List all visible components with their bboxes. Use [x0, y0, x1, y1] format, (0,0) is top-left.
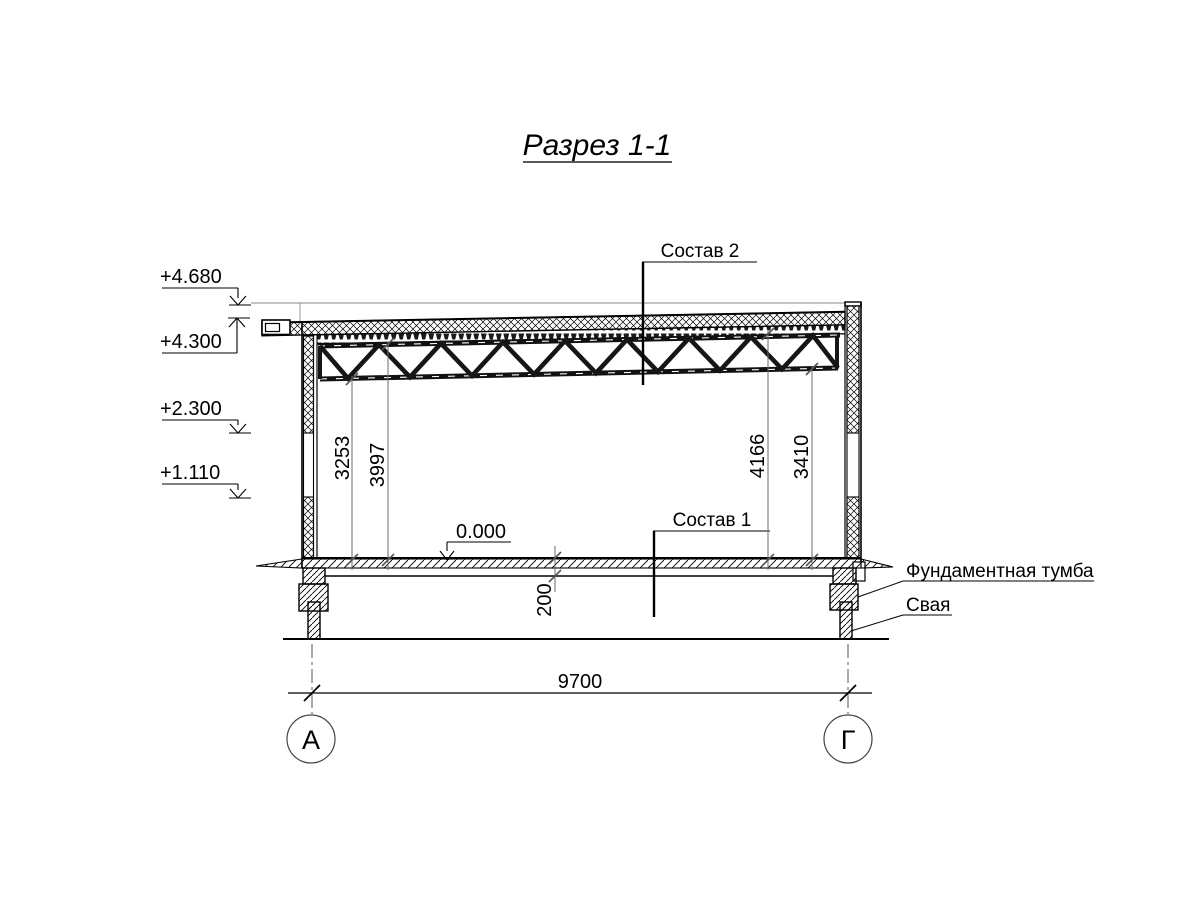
span-dimension — [287, 644, 872, 763]
elevation-floor-zero-value: 0.000 — [456, 521, 507, 543]
left-pile — [308, 602, 320, 639]
right-wall-panel-upper — [847, 306, 859, 433]
right-pile — [840, 602, 852, 639]
dim-right-bottom-chord: 3410 — [791, 434, 813, 480]
elevation-mark-joint-upper — [160, 398, 251, 433]
right-wall-panel-lower — [847, 497, 859, 558]
elevation-marks — [160, 266, 511, 560]
floor-right-apron — [861, 559, 893, 568]
elevation-mark-parapet — [160, 266, 251, 305]
left-wall-panel-upper — [304, 336, 314, 433]
left-wall — [302, 335, 317, 568]
callouts — [642, 241, 1094, 631]
elevation-joint-lower-value: +1.110 — [160, 462, 221, 484]
dim-floor-thickness: 200 — [534, 583, 556, 617]
left-wall-panel-lower — [304, 497, 314, 558]
grid-axis-left-label: А — [301, 725, 321, 755]
right-pedestal-upper — [833, 568, 856, 584]
callout-foundation-pedestal — [858, 561, 1094, 597]
grid-axis-right-label: Г — [840, 725, 856, 755]
elevation-roof-edge-value: +4.300 — [160, 331, 222, 353]
dim-left-deck: 3997 — [367, 442, 389, 488]
drawing-title — [523, 129, 672, 162]
elevation-mark-joint-lower — [160, 462, 251, 498]
eave-gutter-inner — [266, 324, 280, 332]
floor-slab-band — [302, 559, 861, 568]
dim-right-deck: 4166 — [747, 433, 769, 479]
floor-composition-label: Состав 1 — [672, 510, 752, 531]
callout-pile — [851, 595, 952, 631]
elevation-mark-floor-zero — [440, 521, 511, 560]
floor-left-apron — [256, 559, 302, 568]
left-pedestal-upper — [303, 568, 325, 584]
foundations — [283, 568, 889, 639]
pile-label: Свая — [906, 595, 951, 616]
parapet-cap — [845, 302, 861, 306]
foundation-pedestal-label: Фундаментная тумба — [906, 561, 1094, 582]
roof-composition-label: Состав 2 — [660, 241, 740, 262]
title-text: Разрез 1-1 — [522, 129, 672, 162]
elevation-mark-roof-edge — [160, 318, 250, 353]
floor-thickness-dimension — [534, 546, 561, 617]
right-wall — [845, 302, 861, 568]
elevation-parapet-value: +4.680 — [160, 266, 222, 288]
dim-span: 9700 — [557, 671, 603, 693]
dim-left-bottom-chord: 3253 — [332, 435, 354, 481]
elevation-joint-upper-value: +2.300 — [160, 398, 222, 420]
